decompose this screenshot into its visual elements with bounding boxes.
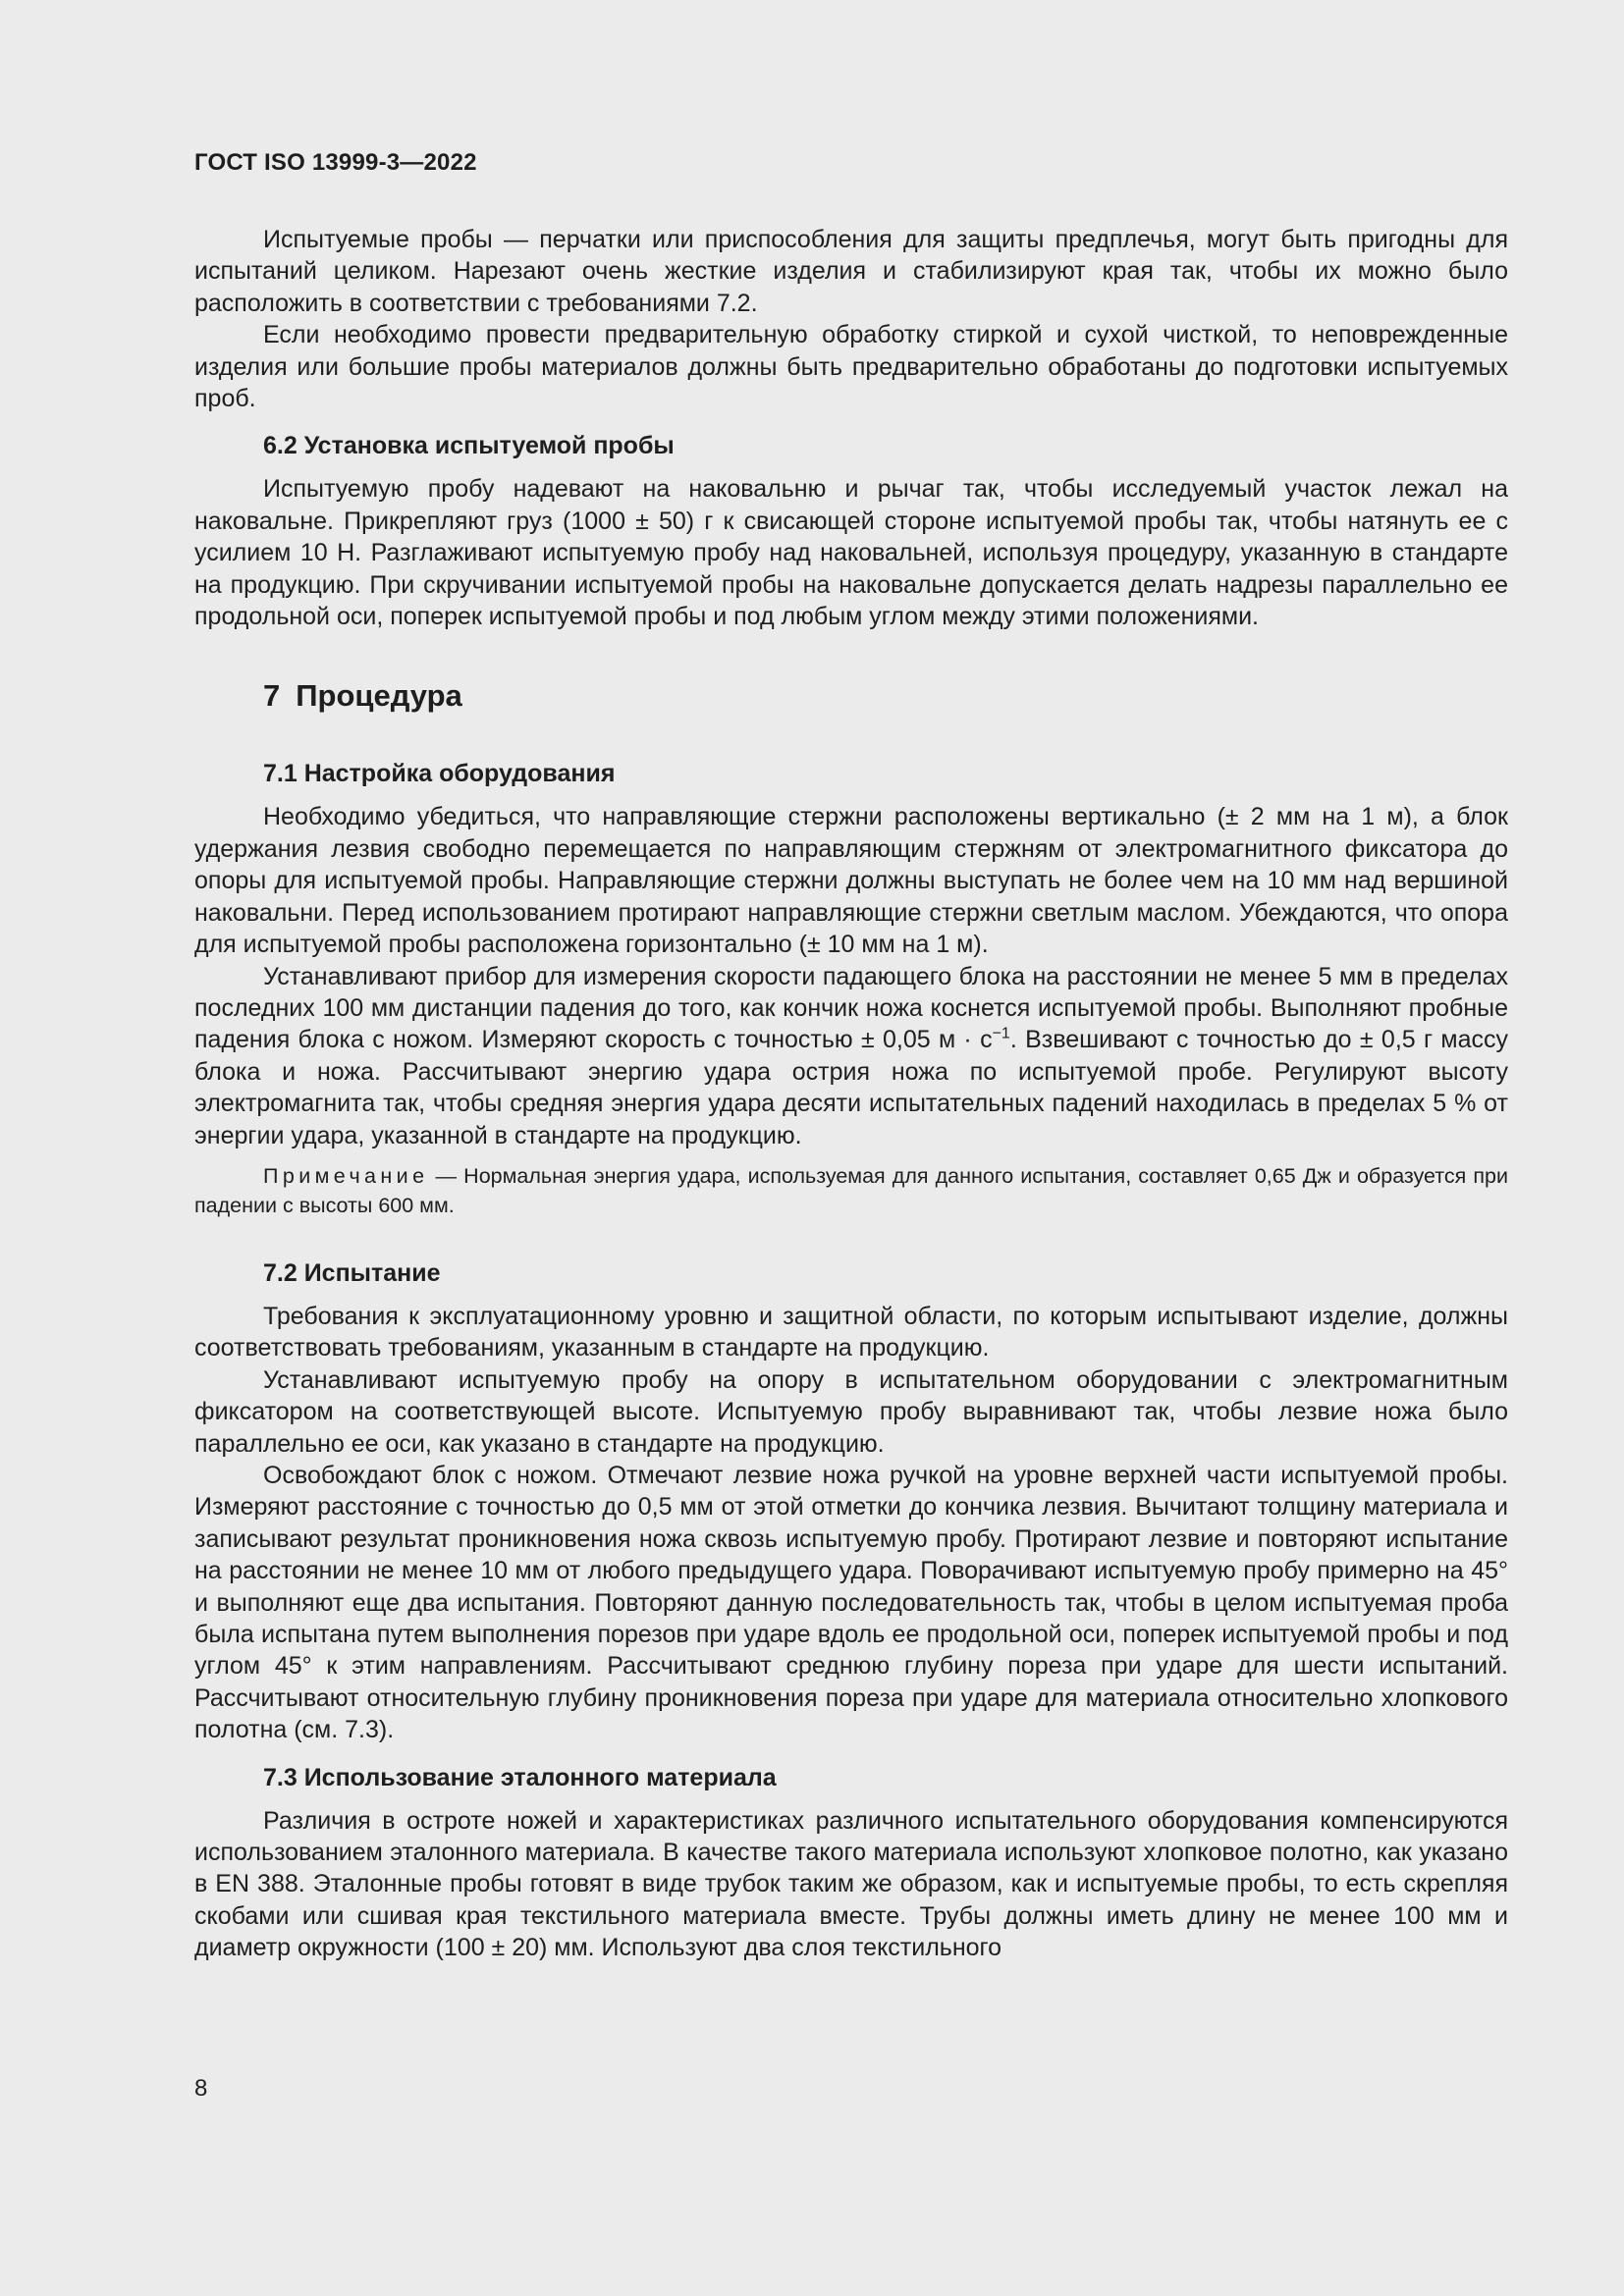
section-7-number: 7 <box>263 678 281 714</box>
note <box>194 1161 1508 1220</box>
text-run: . Взвешивают с точностью до ± 0,5 г массу блока и ножа. Рассчитывают энергию удара острия ножа по испытуемой пробе. Регулируют высоту электромагнита так, чтобы средняя энергия удара десяти испытательных падений находилась в пределах 5 % от энергии удара, указанной в стандарте на продукцию. <box>194 1026 1508 1149</box>
section-7-title: Процедура <box>296 678 462 714</box>
section-7-2-paragraph: Требования к эксплуатационному уровню и защитной области, по которым испытывают изделие, должны соответствовать требованиям, указанным в стандарте на продукцию. <box>194 1302 1508 1362</box>
section-7-2-paragraph: Устанавливают испытуемую пробу на опору в испытательном оборудовании с электромагнитным фиксатором на соответствующей высоте. Испытуемую пробу выравнивают так, чтобы лезвие ножа было параллельно ее оси, как указано в стандарте на продукцию. <box>194 1365 1508 1458</box>
section-7-2-heading: 7.2 Испытание <box>263 1258 441 1287</box>
superscript: −1 <box>992 1025 1010 1042</box>
section-7-3-paragraph: Различия в остроте ножей и характеристиках различного испытательного оборудования компенсируются использованием эталонного материала. В качестве такого материала используют хлопковое полотно, как указано в EN 388. Эталонные пробы готовят в виде трубок таким же образом, как и испытуемые пробы, то есть скрепляя скобами или сшивая края текстильного материала вместе. Трубы должны иметь длину не менее 100 мм и диаметр окружности (100 ± 20) мм. Используют два слоя текстильного <box>194 1806 1508 1962</box>
note-label: Примечание <box>263 1163 429 1188</box>
section-7-heading <box>263 677 1508 715</box>
section-6-2-paragraph: Испытуемую пробу надевают на наковальню и рычаг так, чтобы исследуемый участок лежал на наковальне. Прикрепляют груз (1000 ± 50) г к свисающей стороне испытуемой пробы так, чтобы натянуть ее с усилием 10 Н. Разглаживают испытуемую пробу над наковальней, используя процедуру, указанную в стандарте на продукцию. При скручивании испытуемой пробы на наковальне допускается делать надрезы параллельно ее продольной оси, поперек испытуемой пробы и под любым углом между этими положениями. <box>194 475 1508 631</box>
intro-paragraph: Если необходимо провести предварительную обработку стиркой и сухой чисткой, то неповрежденные изделия или большие пробы материалов должны быть предварительно обработаны до подготовки испытуемых проб. <box>194 321 1508 413</box>
page-number: 8 <box>194 2075 208 2102</box>
section-7-2-paragraph: Освобождают блок с ножом. Отмечают лезвие ножа ручкой на уровне верхней части испытуемой пробы. Измеряют расстояние с точностью до 0,5 мм от этой отметки до кончика лезвия. Вычитают толщину материала и записывают результат проникновения ножа сквозь испытуемую пробу. Протирают лезвие и повторяют испытание на расстоянии не менее 10 мм от любого предыдущего удара. Поворачивают испытуемую пробу примерно на 45° и выполняют еще два испытания. Повторяют данную последовательность так, чтобы в целом испытуемая проба была испытана путем выполнения порезов при ударе вдоль ее продольной оси, поперек испытуемой пробы и под углом 45° к этим направлениям. Рассчитывают среднюю глубину пореза при ударе для шести испытаний. Рассчитывают относительную глубину проникновения пореза при ударе для материала относительно хлопкового полотна (см. 7.3). <box>194 1461 1508 1744</box>
document-body <box>194 224 1508 1964</box>
note-text: — Нормальная энергия удара, используемая для данного испытания, составляет 0,65 Дж и образуется при падении с высоты 600 мм. <box>194 1163 1508 1217</box>
section-6-2-heading: 6.2 Установка испытуемой пробы <box>263 432 675 460</box>
intro-paragraph: Испытуемые пробы — перчатки или приспособления для защиты предплечья, могут быть пригодны для испытаний целиком. Нарезают очень жесткие изделия и стабилизируют края так, чтобы их можно было расположить в соответствии с требованиями 7.2. <box>194 226 1508 317</box>
section-7-1-heading: 7.1 Настройка оборудования <box>263 760 616 788</box>
section-7-1-paragraph: Необходимо убедиться, что направляющие стержни расположены вертикально (± 2 мм на 1 м), а блок удержания лезвия свободно перемещается по направляющим стержням от электромагнитного фиксатора до опоры для испытуемой пробы. Направляющие стержни должны выступать не более чем на 10 мм над вершиной наковальни. Перед использованием протирают направляющие стержни светлым маслом. Убеждаются, что опора для испытуемой пробы расположена горизонтально (± 10 мм на 1 м). <box>194 803 1508 959</box>
document-header: ГОСТ ISO 13999-3—2022 <box>194 149 477 176</box>
section-7-1-paragraph <box>194 961 1508 1151</box>
section-7-3-heading: 7.3 Использование эталонного материала <box>263 1763 777 1791</box>
text-run: Устанавливают прибор для измерения скорости падающего блока на расстоянии не менее 5 мм в пределах последних 100 мм дистанции падения до того, как кончик ножа коснется испытуемой пробы. Выполняют пробные падения блока с ножом. Измеряют скорость с точностью ± 0,05 м · с <box>194 962 1508 1054</box>
